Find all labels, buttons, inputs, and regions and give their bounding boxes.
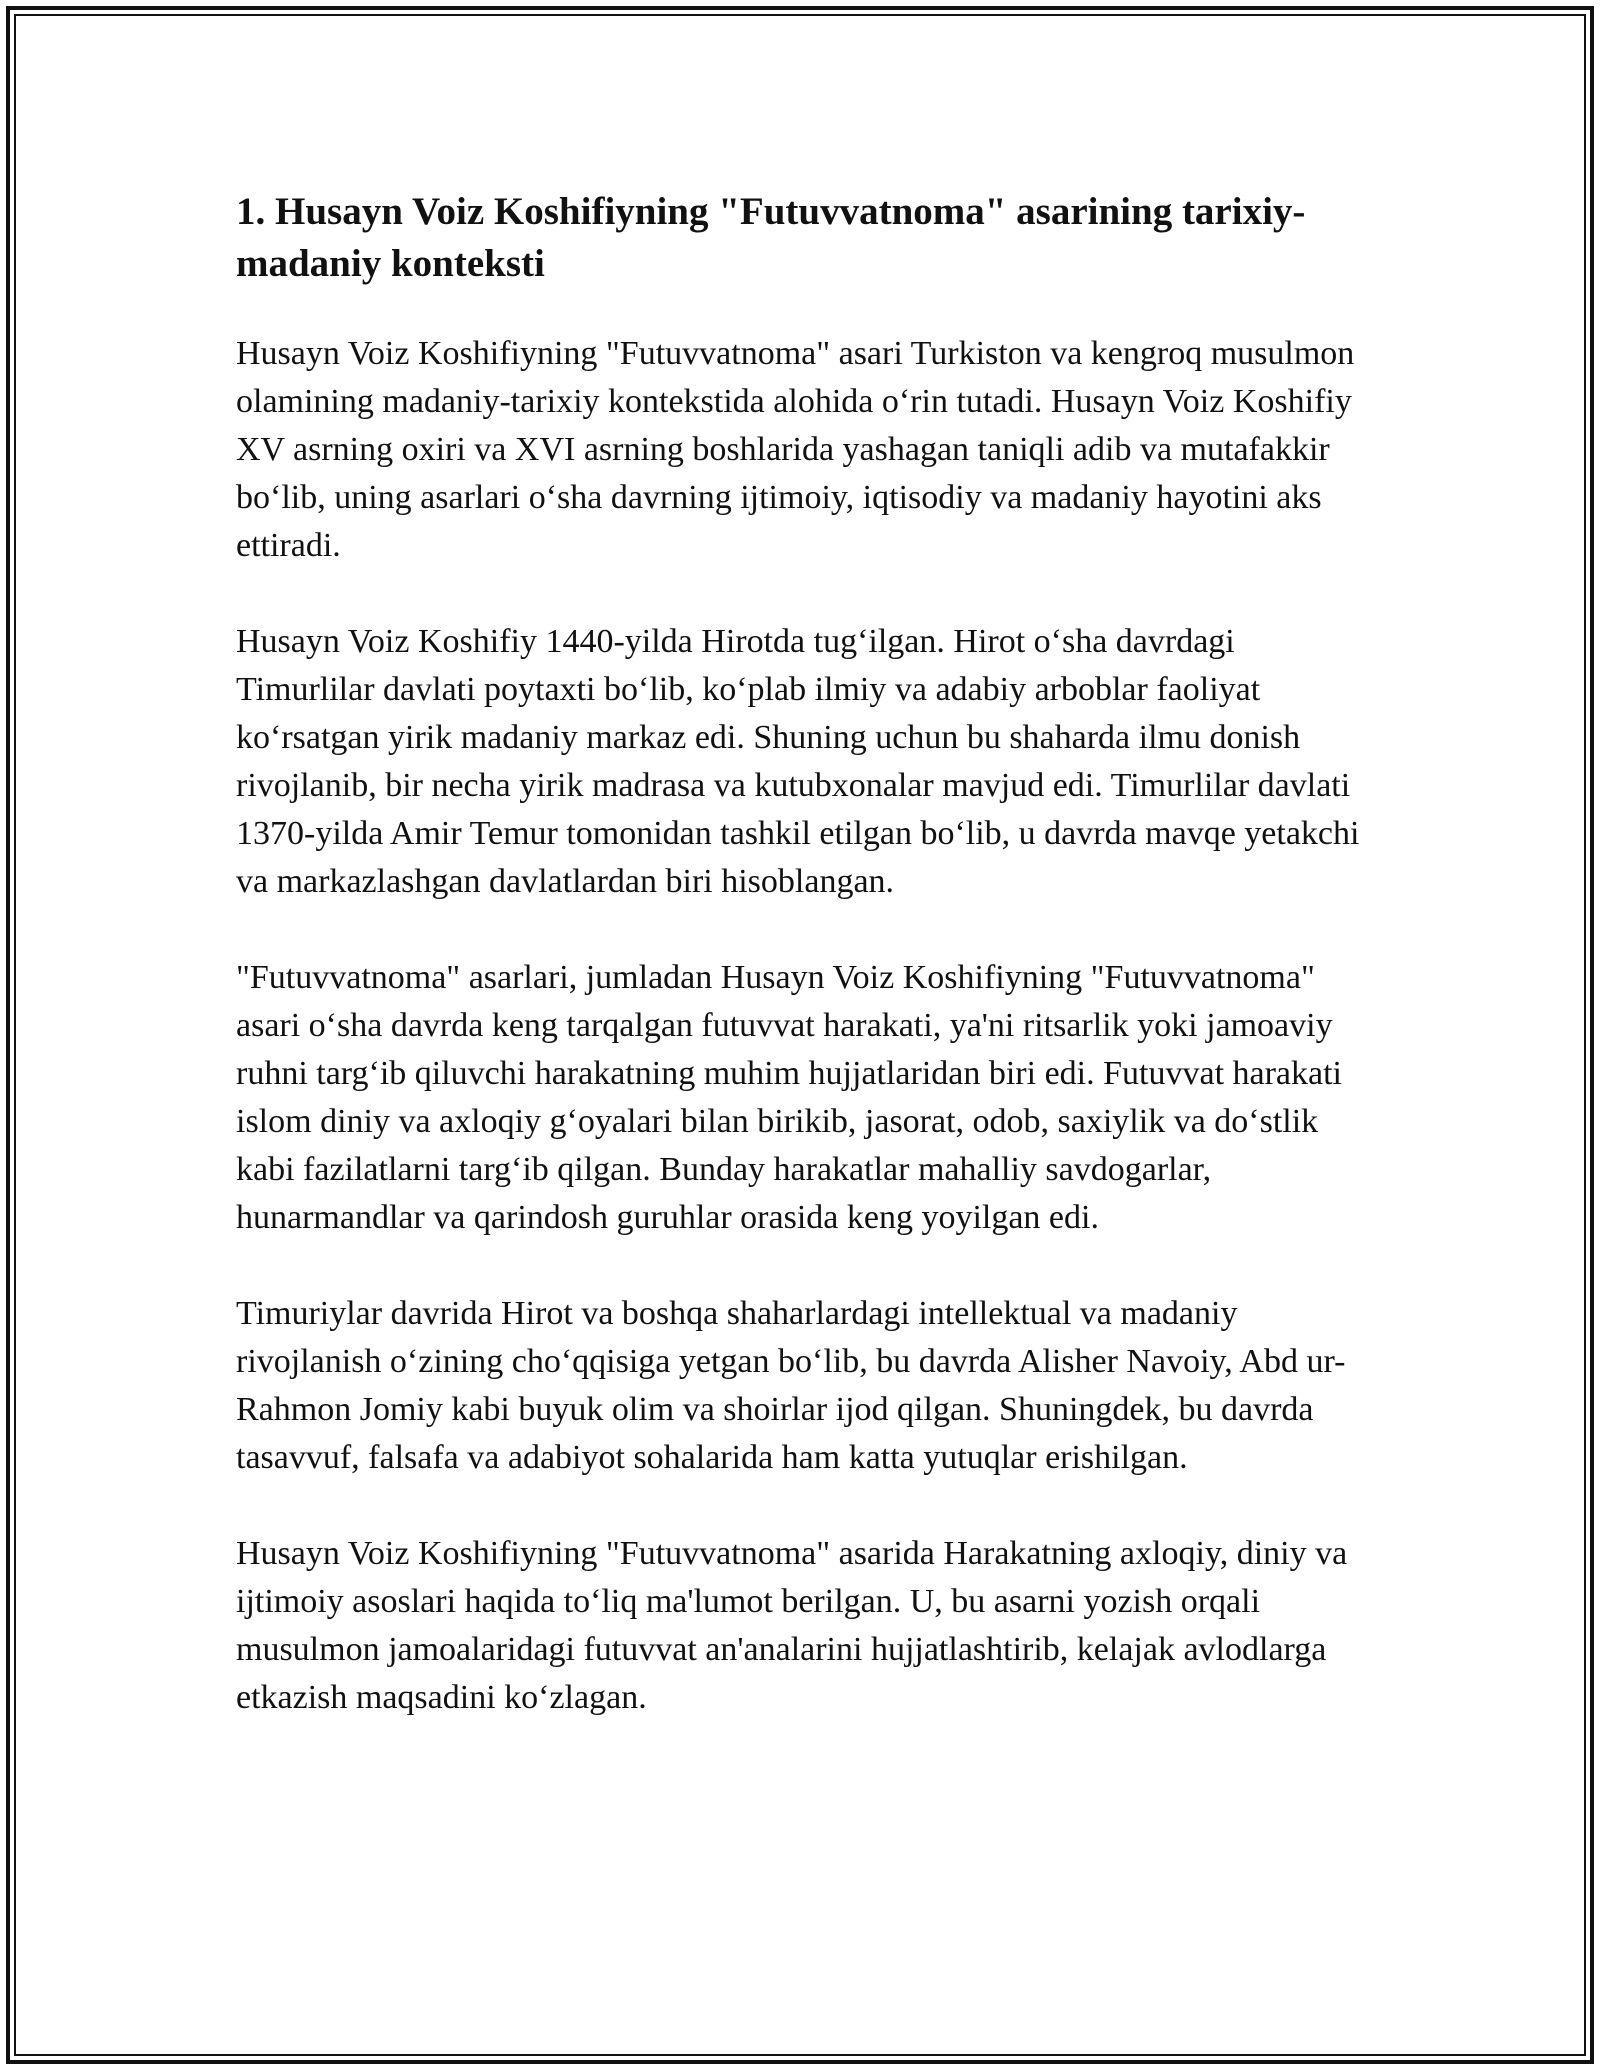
paragraph-2: Husayn Voiz Koshifiy 1440-yilda Hirotda tug‘ilgan. Hirot o‘sha davrdagi Timurlilar davlati poytaxti bo‘lib, ko‘plab ilmiy va adabiy arboblar faoliyat ko‘rsatgan yirik madaniy markaz edi. Shuning uchun bu shaharda ilmu donish rivojlanib, bir necha yirik madrasa va kutubxonalar mavjud edi. Timurlilar davlati 1370-yilda Amir Temur tomonidan tashkil etilgan bo‘lib, u davrda mavqe yetakchi va markazlashgan davlatlardan biri hisoblangan. bbox=[236, 623, 1360, 900]
paragraph-1: Husayn Voiz Koshifiyning "Futuvvatnoma" asari Turkiston va kengroq musulmon olamining madaniy-tarixiy kontekstida alohida o‘rin tutadi. Husayn Voiz Koshifiy XV asrning oxiri va XVI asrning boshlarida yashagan taniqli adib va mutafakkir bo‘lib, uning asarlari o‘sha davrning ijtimoiy, iqtisodiy va madaniy hayotini aks ettiradi. bbox=[236, 335, 1355, 564]
paragraph-4: Timuriylar davrida Hirot va boshqa shaharlardagi intellektual va madaniy rivojlanish o‘zining cho‘qqisiga yetgan bo‘lib, bu davrda Alisher Navoiy, Abd ur-Rahmon Jomiy kabi buyuk olim va shoirlar ijod qilgan. Shuningdek, bu davrda tasavvuf, falsafa va adabiyot sohalarida ham katta yutuqlar erishilgan. bbox=[236, 1295, 1346, 1476]
document-body bbox=[236, 186, 1376, 1770]
section-heading: 1. Husayn Voiz Koshifiyning "Futuvvatnoma" asarining tarixiy-madaniy konteksti bbox=[236, 190, 1306, 285]
paragraph-5: Husayn Voiz Koshifiyning "Futuvvatnoma" asarida Harakatning axloqiy, diniy va ijtimoiy asoslari haqida to‘liq ma'lumot berilgan. U, bu asarni yozish orqali musulmon jamoalaridagi futuvvat an'analarini hujjatlashtirib, kelajak avlodlarga etkazish maqsadini ko‘zlagan. bbox=[236, 1535, 1348, 1716]
paragraph-3: "Futuvvatnoma" asarlari, jumladan Husayn Voiz Koshifiyning "Futuvvatnoma" asari o‘sha davrda keng tarqalgan futuvvat harakati, ya'ni ritsarlik yoki jamoaviy ruhni targ‘ib qiluvchi harakatning muhim hujjatlaridan biri edi. Futuvvat harakati islom diniy va axloqiy g‘oyalari bilan birikib, jasorat, odob, saxiylik va do‘stlik kabi fazilatlarni targ‘ib qilgan. Bunday harakatlar mahalliy savdogarlar, hunarmandlar va qarindosh guruhlar orasida keng yoyilgan edi. bbox=[236, 959, 1342, 1236]
